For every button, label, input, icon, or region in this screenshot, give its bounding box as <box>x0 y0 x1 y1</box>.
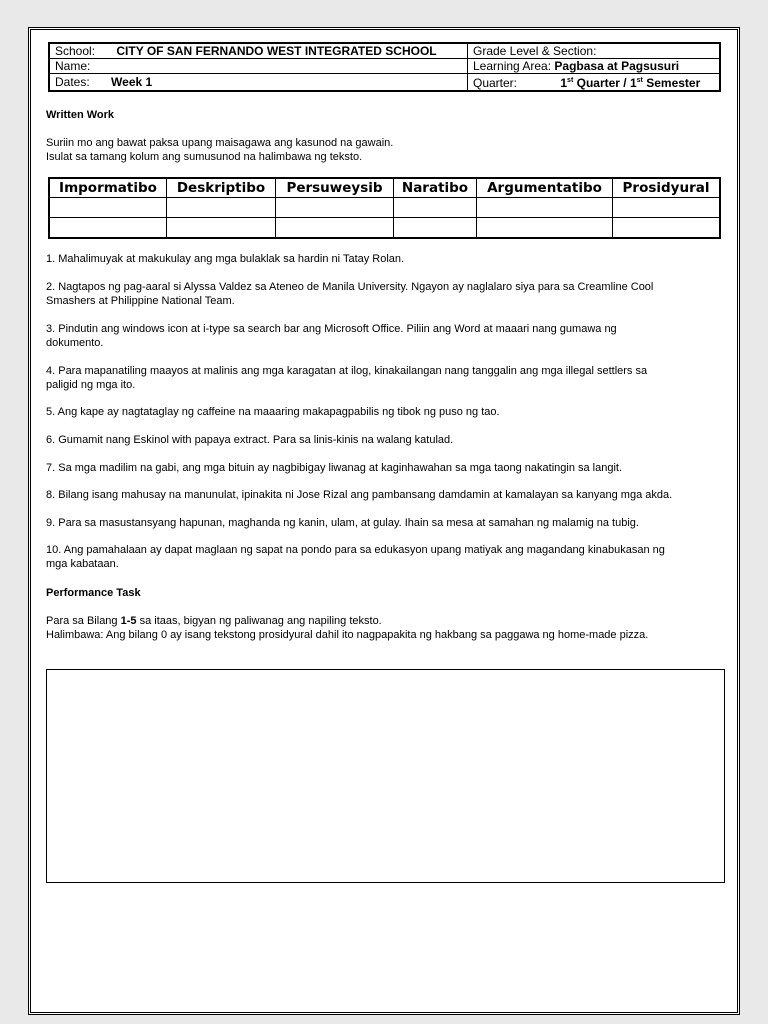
answer-cell[interactable] <box>613 198 721 218</box>
dates-label: Dates: <box>55 75 90 89</box>
name-cell[interactable] <box>49 59 468 74</box>
instruction-line-1: Suriin mo ang bawat paksa upang maisagawa ang kasunod na gawain. <box>46 137 394 149</box>
quarter-label: Quarter: <box>473 76 518 90</box>
worksheet-page <box>28 27 740 1015</box>
answer-cell[interactable] <box>276 198 394 218</box>
item-6: 6. Gumamit nang Eskinol with papaya extract. Para sa linis-kinis na walang katulad. <box>46 434 454 446</box>
area-cell <box>468 59 721 74</box>
item-8: 8. Bilang isang mahusay na manunulat, ipinakita ni Jose Rizal ang pambansang damdamin at kamalayan sa kanyang mga akda. <box>46 489 673 501</box>
school-label: School: <box>55 44 96 58</box>
answer-cell[interactable] <box>477 198 613 218</box>
school-cell <box>49 43 468 59</box>
grade-cell[interactable] <box>468 43 721 59</box>
answer-cell[interactable] <box>477 218 613 239</box>
dates-value: Week 1 <box>111 75 153 89</box>
classification-table <box>48 177 721 239</box>
answer-box[interactable] <box>46 669 725 883</box>
answer-cell[interactable] <box>167 198 276 218</box>
item-3: 3. Pindutin ang windows icon at i-type sa search bar ang Microsoft Office. Piliin ang Word at maaari nang gumawa ng dokumento. <box>46 323 617 349</box>
dates-cell <box>49 74 468 92</box>
header-table <box>48 42 721 92</box>
col-deskriptibo: Deskriptibo <box>167 178 276 198</box>
item-4: 4. Para mapanatiling maayos at malinis ang mga karagatan at ilog, kinakailangan nang tanggalin ang mga illegal settlers sa paligid ng mga ito. <box>46 365 648 391</box>
grade-label: Grade Level & Section: <box>473 44 597 58</box>
col-impormatibo: Impormatibo <box>49 178 167 198</box>
performance-task-heading: Performance Task <box>46 587 141 599</box>
answer-cell[interactable] <box>49 218 167 239</box>
answer-cell[interactable] <box>49 198 167 218</box>
item-7: 7. Sa mga madilim na gabi, ang mga bituin ay nagbibigay liwanag at kaginhawahan sa mga taong nakatingin sa langit. <box>46 462 623 474</box>
name-label: Name: <box>55 59 91 73</box>
table-row <box>49 198 720 218</box>
task-line-2: Halimbawa: Ang bilang 0 ay isang tekstong prosidyural dahil ito nagpapakita ng hakbang sa paggawa ng home-made pizza. <box>46 629 649 641</box>
answer-cell[interactable] <box>167 218 276 239</box>
col-naratibo: Naratibo <box>394 178 477 198</box>
item-9: 9. Para sa masustansyang hapunan, maghanda ng kanin, ulam, at gulay. Ihain sa mesa at samahan ng malamig na tubig. <box>46 517 639 529</box>
instruction-line-2: Isulat sa tamang kolum ang sumusunod na halimbawa ng teksto. <box>46 151 363 163</box>
written-work-heading: Written Work <box>46 109 115 121</box>
item-1: 1. Mahalimuyak at makukulay ang mga bulaklak sa hardin ni Tatay Rolan. <box>46 253 405 265</box>
item-5: 5. Ang kape ay nagtataglay ng caffeine na maaaring makapagpabilis ng tibok ng puso ng tao. <box>46 406 500 418</box>
area-label: Learning Area: <box>473 59 552 73</box>
item-2: 2. Nagtapos ng pag-aaral si Alyssa Valdez sa Ateneo de Manila University. Ngayon ay naglalaro siya para sa Creamline Cool Smashers at Philippine National Team. <box>46 281 654 307</box>
answer-cell[interactable] <box>276 218 394 239</box>
area-value: Pagbasa at Pagsusuri <box>554 59 680 73</box>
quarter-cell <box>468 74 721 92</box>
answer-cell[interactable] <box>394 218 477 239</box>
answer-cell[interactable] <box>613 218 721 239</box>
quarter-value: 1st Quarter / 1st Semester <box>560 76 701 90</box>
school-value: CITY OF SAN FERNANDO WEST INTEGRATED SCHOOL <box>116 44 437 58</box>
item-10: 10. Ang pamahalaan ay dapat maglaan ng sapat na pondo para sa edukasyon upang matiyak ang magandang kinabukasan ng mga kabataan. <box>46 544 665 570</box>
answer-cell[interactable] <box>394 198 477 218</box>
task-line-1: Para sa Bilang 1-5 sa itaas, bigyan ng paliwanag ang napiling teksto. <box>46 615 382 627</box>
col-prosidyural: Prosidyural <box>613 178 721 198</box>
col-argumentatibo: Argumentatibo <box>477 178 613 198</box>
col-persuweysib: Persuweysib <box>276 178 394 198</box>
table-row <box>49 218 720 239</box>
